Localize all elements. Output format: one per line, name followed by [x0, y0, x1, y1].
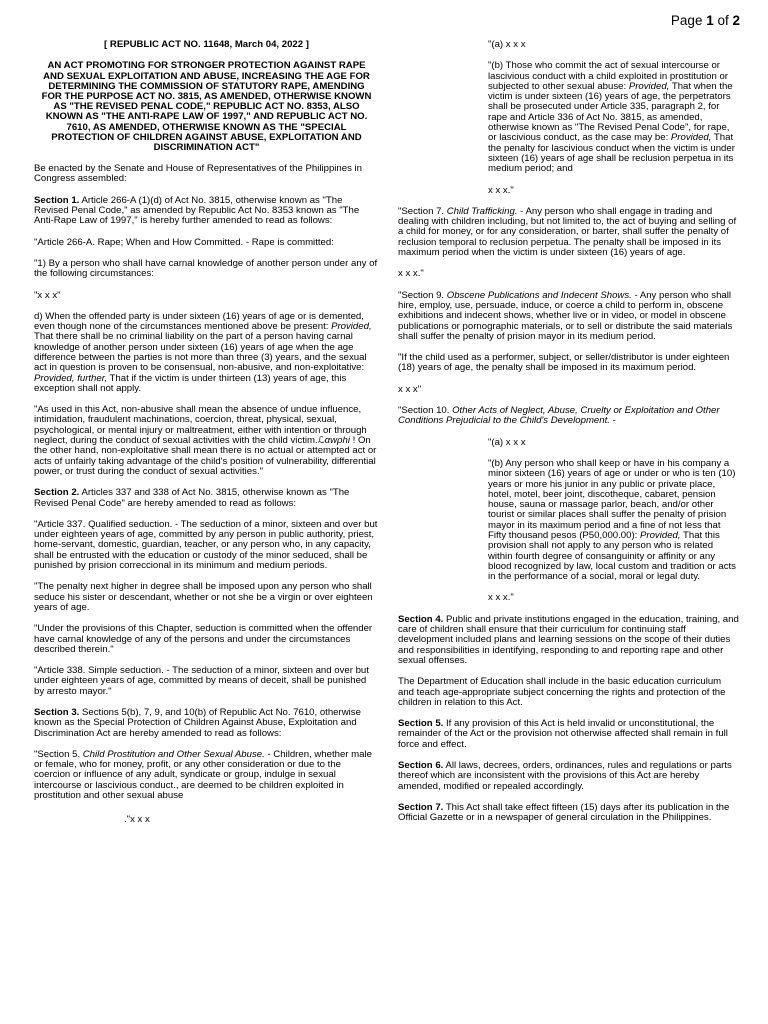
right-column: [398, 40, 739, 835]
item-b-provided-2: Provided,: [670, 132, 712, 144]
ellipsis-end-left: ."x x x: [124, 814, 150, 826]
paragraph-d-text-a: d) When the offended party is under sixteen (16) years of age or is demented, even though none of the circumstances mentioned above be present:: [34, 310, 364, 333]
deped-paragraph: The Department of Education shall include in the basic education curriculum and teach age-appropriate subject concerning the rights and protection of the children in relation to this Act.: [398, 676, 726, 708]
ra7610-section-10-title: Other Acts of Neglect, Abuse, Cruelty or Exploitation and Other Conditions Prejudicial to the Child's Development.: [398, 405, 720, 427]
section-3: [34, 708, 379, 739]
act-header: [ REPUBLIC ACT NO. 11648, March 04, 2022 ]: [104, 39, 309, 50]
left-column: [34, 40, 379, 837]
item-b-text-c: That the penalty for lascivious conduct when the victim is under sixteen (16) years of age shall be reclusion perpetua in its medium period; and: [488, 132, 735, 175]
item-b2-provided: Provided,: [640, 529, 681, 541]
page-number: [671, 13, 740, 28]
item-b: [488, 61, 739, 174]
under-provisions: "Under the provisions of this Chapter, seduction is committed when the offender have carnal knowledge of any of the persons and under the circumstances described therein.": [34, 623, 373, 655]
section-7: [398, 803, 739, 824]
section-5-heading: Section 5.: [398, 718, 444, 730]
section-4: [398, 615, 739, 666]
page-current: 1: [706, 13, 714, 28]
article-266a: "Article 266-A. Rape; When and How Committed. - Rape is committed:: [34, 236, 334, 248]
ellipsis-xxx-c: x x x": [398, 383, 422, 395]
performer-paragraph: "If the child used as a performer, subject, or seller/distributor is under eighteen (18) years of age, the penalty shall be imposed in its maximum period.: [398, 352, 730, 374]
section-7-heading: Section 7.: [398, 801, 444, 813]
ellipsis-xxx: "x x x": [34, 289, 61, 301]
ra7610-section-7: [398, 207, 739, 258]
article-338: "Article 338. Simple seduction. - The seduction of a minor, sixteen and over but under eighteen years of age, committed by means of deceit, shall be punished by arresto mayor.": [34, 665, 369, 697]
item-b2-text-b: That this provision shall not apply to any person who is related within fourth degree of consanguinity or affinity or any blood recognized by law, local custom and tradition or acts in the performance of a social, moral or legal duty.: [488, 529, 736, 583]
section-7-text: This Act shall take effect fifteen (15) days after its publication in the Official Gazette or in a newspaper of general circulation in the Philippines.: [398, 801, 730, 824]
ra7610-section-9-title: Obscene Publications and Indecent Shows.: [446, 289, 632, 301]
section-1-heading: Section 1.: [34, 194, 80, 206]
section-6: [398, 761, 739, 792]
ra7610-section-5-title: Child Prostitution and Other Sexual Abuse.: [82, 748, 265, 760]
section-4-heading: Section 4.: [398, 613, 444, 625]
item-b-text-a: "(b) Those who commit the act of sexual intercourse or lascivious conduct with a child exploited in prostitution or subjected to other sexual abuse:: [488, 60, 728, 92]
section-1-text: Article 266-A (1)(d) of Act No. 3815, otherwise known as "The Revised Penal Code," as amended by Republic Act No. 8353 known as "The Anti-Rape Law of 1997," is hereby further amended to read as follows:: [34, 194, 360, 227]
paragraph-d-text-c: That if the victim is under thirteen (13) years of age, this exception shall not apply.: [34, 372, 347, 394]
paragraph-d-text-b: That there shall be no criminal liability on the part of a person having carnal knowledge of another person under sixteen (16) years of age when the age difference between the parties is not more than three (3) years, and the sexual act in question is proven to be consensual, non-abusive, and non-exploitative:: [34, 331, 367, 374]
ra7610-section-9-prefix: "Section 9.: [398, 289, 447, 301]
ellipsis-xxx-a: x x x.": [488, 184, 514, 196]
section-2-heading: Section 2.: [34, 487, 80, 499]
item-b-2: [488, 459, 739, 583]
ra7610-section-5-prefix: "Section 5.: [34, 748, 83, 760]
paragraph-1: "1) By a person who shall have carnal knowledge of another person under any of the following circumstances:: [34, 257, 378, 280]
section-3-text: Sections 5(b), 7, 9, and 10(b) of Republic Act No. 7610, otherwise known as the Special Protection of Children Against Abuse, Exploitation and Discrimination Act are hereby amended to read as follows:: [34, 707, 361, 739]
penalty-paragraph: "The penalty next higher in degree shall be imposed upon any person who shall seduce his sister or descendant, whether or not she be a virgin or over eighteen years of age.: [34, 581, 373, 613]
page-total: 2: [732, 13, 740, 28]
ra7610-section-5-text: - Children, whether male or female, who for money, profit, or any other consideration or due to the coercion or influence of any adult, syndicate or group, indulge in sexual intercourse or lascivious conduct., are deemed to be children exploited in prostitution and other sexual abuse: [34, 748, 372, 802]
ra7610-section-10-prefix: "Section 10.: [398, 405, 453, 417]
section-6-text: All laws, decrees, orders, ordinances, rules and regulations or parts thereof which are inconsistent with the provisions of this Act are hereby amended, modified or repealed accordingly.: [398, 760, 732, 792]
page-label-prefix: Page: [670, 13, 707, 28]
enacting-clause: Be enacted by the Senate and House of Representatives of the Philippines in Congress assembled:: [34, 163, 363, 185]
paragraph-d-provided-further: Provided, further,: [34, 372, 108, 384]
ra7610-section-5: [34, 750, 379, 801]
ra7610-section-7-prefix: "Section 7.: [398, 205, 447, 217]
ra7610-section-10: [398, 406, 739, 427]
ra7610-section-9-text: - Any person who shall hire, employ, use, persuade, induce, or coerce a child to perform in, obscene exhibitions and indecent shows, whether live or in video, or model in obscene publications or pornographic materials, or to sell or distribute the said materials shall suffer the penalty of prision mayor in its medium period.: [398, 289, 733, 342]
ra7610-section-7-title: Child Trafficking.: [446, 205, 518, 217]
ra7610-section-9: [398, 291, 739, 342]
section-4-text: Public and private institutions engaged in the education, training, and care of children shall ensure that their curriculum for continuing staff development included plans and learning sessions on the scope of their duties and responsibilities in identifying, responding to and reporting rape and other sexual offenses.: [398, 613, 739, 666]
paragraph-d: [34, 312, 379, 394]
non-abusive-text-b: ! On the other hand, non-exploitative shall mean there is no actual or attempted act or acts of unfairly taking advantage of the child's position of vulnerability, differential power, or trust during the conduct of sexual activities.": [34, 435, 377, 477]
section-2: [34, 488, 379, 509]
item-b-provided: Provided,: [628, 80, 670, 92]
page-label-of: of: [713, 13, 733, 28]
ellipsis-xxx-d: x x x.": [488, 592, 514, 604]
item-a-ellipsis-2: "(a) x x x: [488, 436, 526, 448]
paragraph-d-provided: Provided,: [331, 321, 372, 333]
ra7610-section-7-text: - Any person who shall engage in trading and dealing with children including, but not limited to, the act of buying and selling of a child for money, or for any consideration, or barter, shall suffer the penalty of reclusion temporal to reclusion perpetua. The penalty shall be imposed in its maximum period when the victim is under sixteen (16) years of age.: [398, 205, 737, 259]
section-5-text: If any provision of this Act is held invalid or unconstitutional, the remainder of the Act or the provision not otherwise affected shall remain in full force and effect.: [398, 718, 728, 750]
ellipsis-xxx-b: x x x.": [398, 268, 424, 280]
ra7610-section-10-suffix: -: [609, 415, 616, 427]
non-abusive-text-a: "As used in this Act, non-abusive shall mean the absence of undue influence, intimidation, fraudulent machinations, coercion, threat, physical, sexual, psychological, or mental injury or maltreatment, either with intention or through neglect, during the conduct of sexual activities with the child victim.: [34, 404, 367, 447]
act-title: AN ACT PROMOTING FOR STRONGER PROTECTION AGAINST RAPE AND SEXUAL EXPLOITATION AND ABUSE, INCREASING THE AGE FOR DETERMINING THE COMMISSION OF STATUTORY RAPE, AMENDING FOR THE PURPOSE ACT NO. 3815, AS AMENDED, OTHERWISE KNOWN AS "THE REVISED PENAL CODE," REPUBLIC ACT NO. 8353, ALSO KNOWN AS "THE ANTI-RAPE LAW OF 1997," AND REPUBLIC ACT NO. 7610, AS AMENDED, OTHERWISE KNOWN AS THE "SPECIAL PROTECTION OF CHILDREN AGAINST ABUSE, EXPLOITATION AND DISCRIMINATION ACT": [41, 60, 372, 153]
non-abusive-definition: [34, 405, 379, 477]
item-b-text-b: That when the victim is under sixteen (16) years of age, the perpetrators shall be prosecuted under Article 335, paragraph 2, for rape and Article 336 of Act No. 3815, as amended, otherwise known as "The Revised Penal Code", for rape, or lascivious conduct, as the case may be:: [488, 80, 733, 144]
section-6-heading: Section 6.: [398, 760, 444, 772]
item-b2-text-a: "(b) Any person who shall keep or have in his company a minor sixteen (16) years of age or under or who is ten (10) years or more his junior in any public or private place, hotel, motel, beer joint, discotheque, cabaret, pension house, sauna or massage parlor, beach, and/or other tourist or similar places shall suffer the penalty of prision mayor in its maximum period and a fine of not less that Fifty thousand pesos (P50,000.00):: [488, 457, 736, 541]
section-3-heading: Section 3.: [34, 707, 80, 718]
article-337: "Article 337. Qualified seduction. - The seduction of a minor, sixteen and over but under eighteen years of age, committed by any person in public authority, priest, home-servant, domestic, guardian, teacher, or any person who, in any capacity, shall be entrusted with the education or custody of the minor seduced, shall be punished by prision correccional in its minimum and medium periods.: [34, 518, 378, 572]
section-5: [398, 719, 739, 750]
chan-watermark: ℒαwρhi: [317, 435, 353, 447]
section-1: [34, 196, 379, 227]
section-2-text: Articles 337 and 338 of Act No. 3815, otherwise known as "The Revised Penal Code" are hereby amended to read as follows:: [34, 487, 350, 509]
item-a-ellipsis: "(a) x x x: [488, 39, 526, 50]
